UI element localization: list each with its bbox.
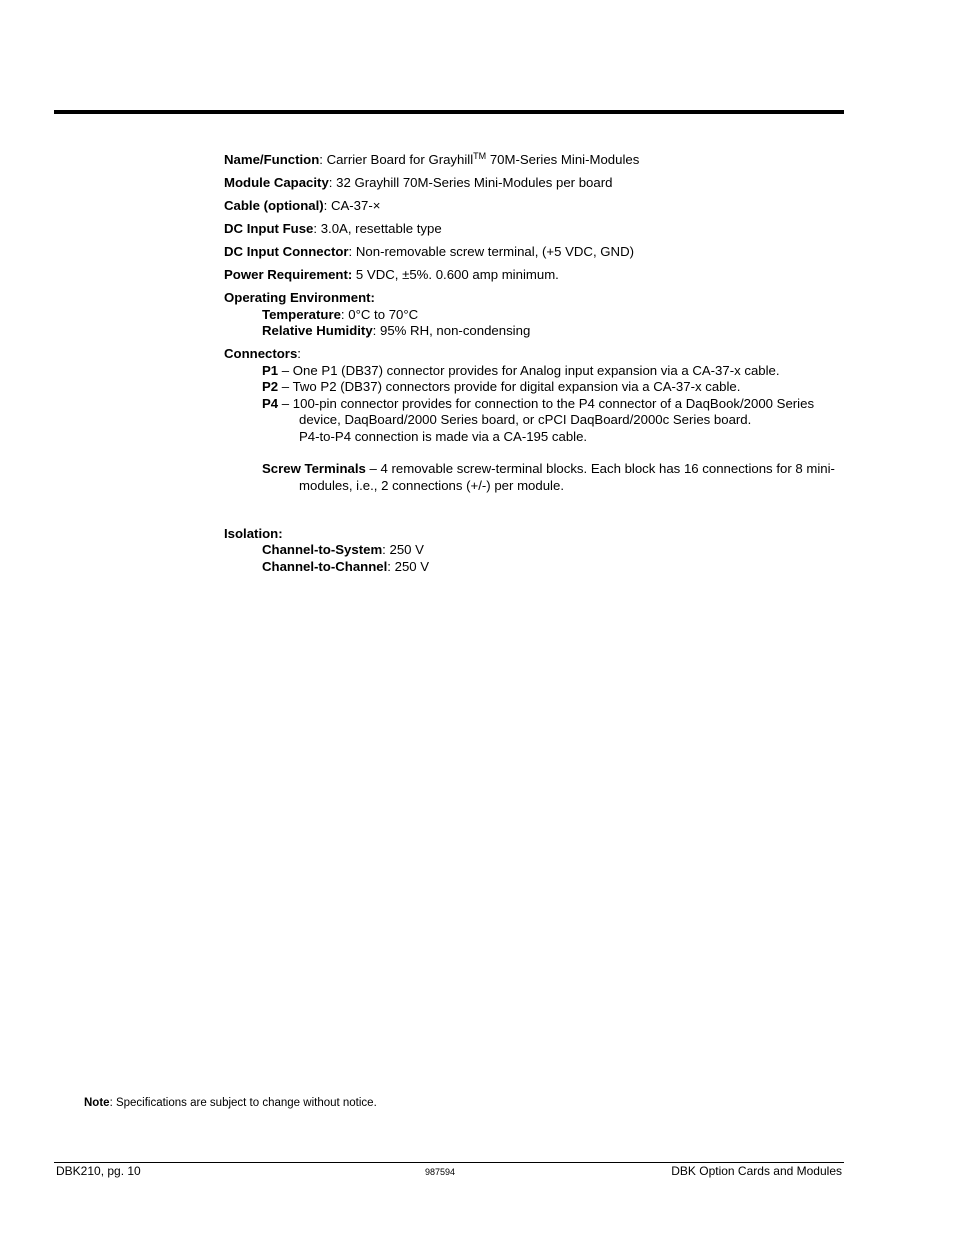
footer-rule: [54, 1162, 844, 1163]
spec-screw-terminals: Screw Terminals – 4 removable screw-terminal blocks. Each block has 16 connections for 8 mini-modules, i.e., 2 connections (+/-) per module.: [262, 461, 835, 493]
trademark: TM: [473, 151, 487, 161]
spec-dc-input-connector: DC Input Connector: Non-removable screw terminal, (+5 VDC, GND): [224, 244, 634, 259]
spec-temperature: Temperature: 0°C to 70°C: [262, 306, 419, 322]
spec-cable: Cable (optional): CA-37-×: [224, 198, 381, 213]
spec-connector-p4-line2: P4-to-P4 connection is made via a CA-195 cable.: [299, 428, 588, 444]
spec-channel-to-channel: Channel-to-Channel: 250 V: [262, 558, 430, 574]
spec-connectors: Connectors: P1 – One P1 (DB37) connector provides for Analog input expansion via a CA-37-x cable. P2 – Two P2 (DB37) connectors provide for digital expansion via a CA-37-x cable. P4 – 100-pin connector provides for connection to the P4 connector of a DaqBook/2000 Series device, DaqBoard/2000 Series board, or cPCI DaqBoard/2000c Series board. P4-to-P4 connection is made via a CA-195 cable. Screw Terminals – 4 removable screw-terminal blocks. Each block has 16 connections for 8 mini-modules, i.e., 2 connections (+/-) per module.: [224, 346, 849, 494]
footer-page-ref: DBK210, pg. 10: [56, 1164, 141, 1178]
spec-module-capacity: Module Capacity: 32 Grayhill 70M-Series Mini-Modules per board: [224, 175, 613, 190]
spec-isolation: Isolation: Channel-to-System: 250 V Channel-to-Channel: 250 V: [224, 526, 849, 576]
spec-channel-to-system: Channel-to-System: 250 V: [262, 542, 424, 557]
spec-operating-environment: Operating Environment: Temperature: 0°C to 70°C Relative Humidity: 95% RH, non-condensing: [224, 290, 849, 340]
spec-connector-p2: P2 – Two P2 (DB37) connectors provide for digital expansion via a CA-37-x cable.: [262, 379, 741, 394]
header-rule: [54, 110, 844, 114]
spec-connector-p1: P1 – One P1 (DB37) connector provides for Analog input expansion via a CA-37-x cable.: [262, 362, 780, 378]
spec-humidity: Relative Humidity: 95% RH, non-condensing: [262, 323, 531, 338]
footer-doc-number: 987594: [425, 1167, 456, 1177]
specifications-block: [224, 152, 849, 582]
footer-doc-title: DBK Option Cards and Modules: [671, 1164, 842, 1178]
spec-name-function: Name/Function: Carrier Board for Grayhill™ 70M-Series Mini-Modules: [224, 151, 640, 167]
spec-dc-input-fuse: DC Input Fuse: 3.0A, resettable type: [224, 221, 442, 236]
spec-power-requirement: Power Requirement: 5 VDC, ±5%. 0.600 amp minimum.: [224, 267, 559, 282]
spec-connector-p4: P4 – 100-pin connector provides for connection to the P4 connector of a DaqBook/2000 Series device, DaqBoard/2000 Series board, or cPCI DaqBoard/2000c Series board.: [262, 395, 815, 427]
note: Note: Specifications are subject to change without notice.: [84, 1097, 377, 1109]
